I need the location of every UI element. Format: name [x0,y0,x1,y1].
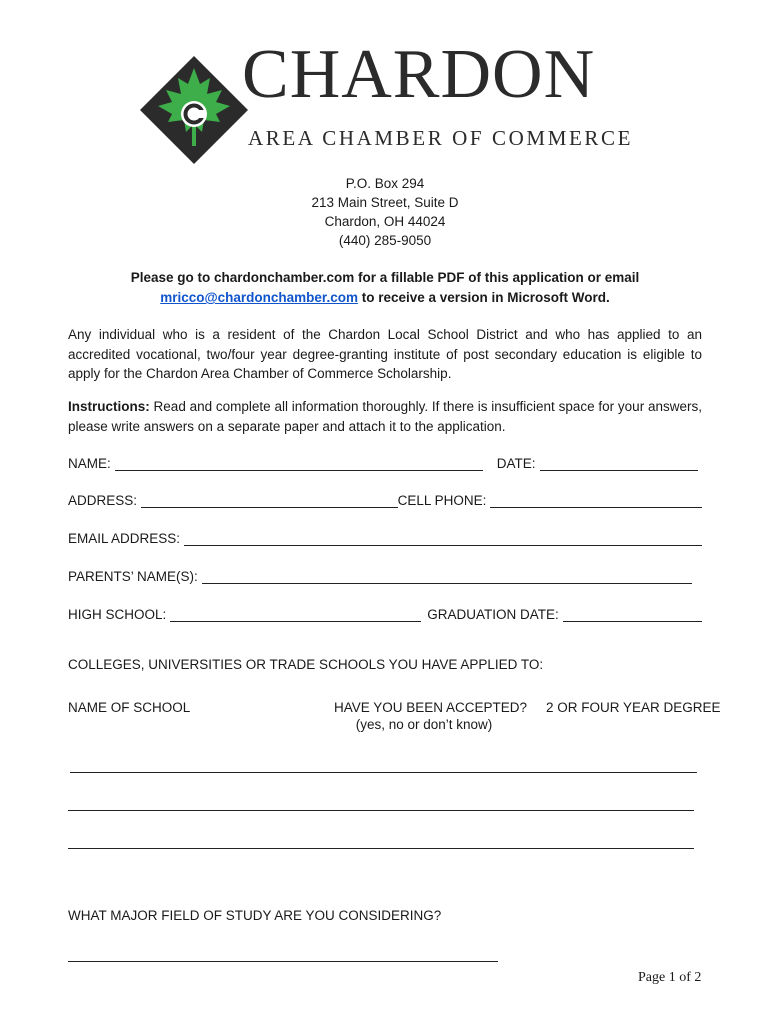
college-entry-line-2[interactable] [68,810,694,811]
col-accepted-hint: (yes, no or don’t know) [355,717,493,732]
col-degree: 2 OR FOUR YEAR DEGREE [546,700,721,715]
colleges-heading: COLLEGES, UNIVERSITIES OR TRADE SCHOOLS YOU HAVE APPLIED TO: [68,657,544,672]
instructions-paragraph [68,397,702,436]
date-label: DATE: [496,456,536,471]
name-date-row [68,451,702,471]
college-entry-line-3[interactable] [68,848,694,849]
email-row [68,526,702,546]
col-accepted [334,700,528,732]
email-link[interactable]: mricco@chardonchamber.com [160,290,358,305]
graduation-date-field[interactable] [563,607,702,622]
high-school-field[interactable] [170,607,421,622]
email-field[interactable] [184,531,702,546]
address-city: Chardon, OH 44024 [324,214,446,229]
address-street: 213 Main Street, Suite D [311,195,459,210]
email-label: EMAIL ADDRESS: [68,531,181,546]
graduation-date-label: GRADUATION DATE: [427,607,559,622]
school-graduation-row [68,602,702,622]
eligibility-paragraph: Any individual who is a resident of the Chardon Local School District and who has applied to an accredited vocational, two/four year degree-granting institute of post secondary education is eligible to apply for the Chardon Area Chamber of Commerce Scholarship. [68,327,702,381]
address-field[interactable] [141,493,398,508]
fillable-pdf-note [0,268,770,308]
col-accepted-label: HAVE YOU BEEN ACCEPTED? [334,700,528,715]
maple-leaf-diamond-icon [138,54,250,166]
col-name-of-school: NAME OF SCHOOL [68,700,191,715]
instructions-label: Instructions: [68,399,150,414]
note-line-1: Please go to chardonchamber.com for a fillable PDF of this application or email [130,270,640,285]
parents-field[interactable] [202,569,692,584]
logo-title: CHARDON [242,36,596,113]
address-phone: (440) 285-9050 [338,233,432,248]
major-question: WHAT MAJOR FIELD OF STUDY ARE YOU CONSIDERING? [68,908,442,923]
parents-label: PARENTS’ NAME(S): [68,569,198,584]
date-field[interactable] [540,456,698,471]
mailing-address [0,174,770,250]
college-entry-line-1[interactable] [70,772,697,773]
cell-phone-label: CELL PHONE: [397,493,487,508]
address-label: ADDRESS: [68,493,138,508]
instructions-text: Read and complete all information thoroughly. If there is insufficient space for your answers, please write answers on a separate paper and attach it to the application. [68,399,702,434]
address-phone-row [68,488,702,508]
note-line-2 [0,288,770,308]
high-school-label: HIGH SCHOOL: [68,607,167,622]
logo-subtitle: AREA CHAMBER OF COMMERCE [248,126,634,150]
parents-row [68,564,702,584]
note-line-2-rest: to receive a version in Microsoft Word. [357,290,610,305]
cell-phone-field[interactable] [490,493,702,508]
page-number: Page 1 of 2 [638,970,702,985]
address-po-box: P.O. Box 294 [345,176,425,191]
chamber-logo [138,36,638,180]
name-label: NAME: [68,456,111,471]
name-field[interactable] [115,456,483,471]
major-answer-line[interactable] [68,961,498,962]
